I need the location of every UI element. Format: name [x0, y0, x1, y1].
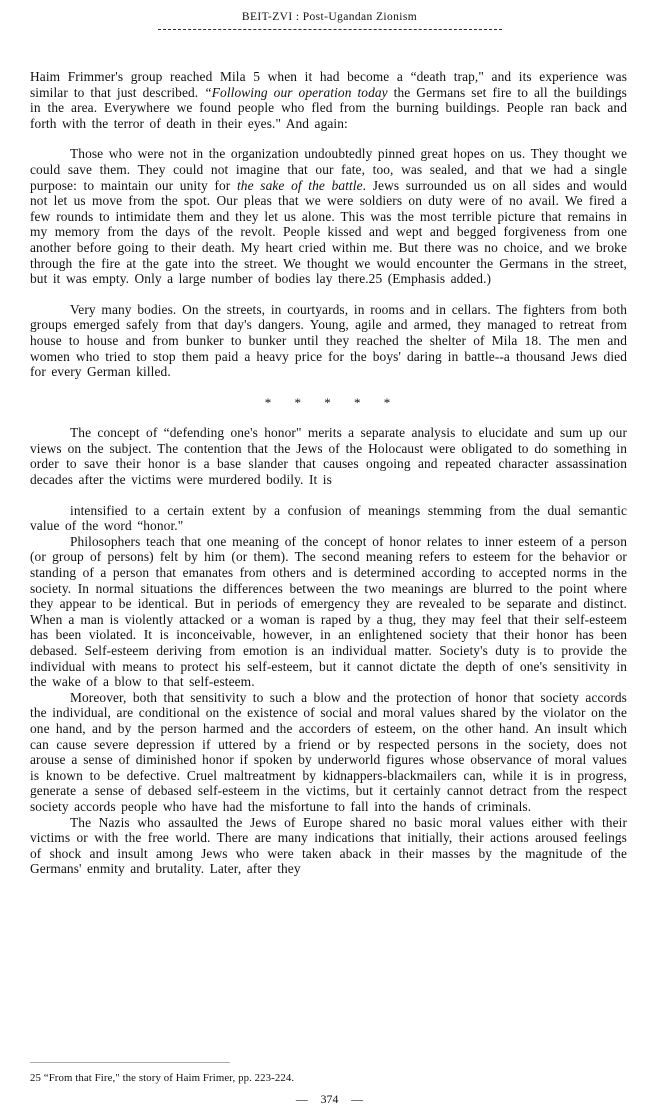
document-body [30, 69, 627, 877]
text-run: Moreover, both that sensitivity to such a blow and the protection of honor that society accords the individual, are conditional on the existence of social and moral values shared by the violator on the one hand, and by the person harmed and the accorders of esteem, on the other hand. An insult which can cause severe depression if uttered by a friend or by respected persons in the society, does not arouse a sense of diminished honor if spoken by underworld figures whose observance of moral values is known to be defective. Cruel maltreatment by kidnappers-blackmailers can, while it is in progress, generate a sense of debased self-esteem in the victims, but it certainly cannot detract from the respect society accords people who have had the misfortune to fall into the hands of criminals. [30, 689, 627, 814]
text-run: The Nazis who assaulted the Jews of Europe shared no basic moral values either with their victims or with the free world. There are many indications that initially, their actions aroused feelings of shock and insult among Jews who were taken aback in their masses by the magnitude of the Germans' enmity and brutality. Later, after they [30, 814, 627, 877]
paragraph-1 [30, 69, 627, 131]
paragraph-8 [30, 815, 627, 877]
section-separator [30, 395, 627, 411]
running-header: BEIT-ZVI : Post-Ugandan Zionism [241, 11, 418, 23]
text-run: Very many bodies. On the streets, in courtyards, in rooms and in cellars. The fighters from both groups emerged safely from that day's dangers. Young, agile and armed, they managed to retreat from house to house and from bunker to bunker until they reached the shelter of Mila 18. The men and women who tried to stop them paid a heavy price for the boys' daring in battle--a thousand Jews died for every German killed. [30, 301, 627, 380]
paragraph-5 [30, 503, 627, 534]
text-run: the Germans set fire to all the buildings in the area. Everywhere we found people who fled from the burning buildings. People ran back and forth with the terror of death in their eyes." And again: [30, 84, 627, 131]
text-run: * * * * * [264, 394, 393, 410]
text-run: Haim Frimmer's group reached Mila 5 when it had become a “death trap," and its experience was similar to that just described. [30, 69, 627, 100]
header-dashed-rule [158, 22, 502, 30]
footnote: 25 “From that Fire," the story of Haim Frimer, pp. 223-224. [30, 1072, 295, 1084]
text-run: The concept of “defending one's honor" merits a separate analysis to elucidate and sum up our views on the subject. The contention that the Jews of the Holocaust were obligated to do something in order to save their honor is a base slander that causes ongoing and repeated character assassination decades after the victims were murdered bodily. It is [30, 425, 627, 488]
emphasis-text: the sake of the battle [236, 177, 363, 193]
paragraph-7 [30, 690, 627, 815]
paragraph-4 [30, 425, 627, 487]
text-run: . Jews surrounded us on all sides and would not let us move from the spot. Our pleas that we were soldiers on duty were of no avail. We fired a few rounds to intimidate them and they let us alone. This was the most terrible picture that remains in my memory from the days of the revolt. People kissed and wept and begged forgiveness from one another before going to their death. My heart cried within me. But there was no choice, and we broke through the fire at the gate into the street. We thought we would encounter the Germans in the street, but it was empty. Only a large number of bodies lay there.25 (Emphasis added.) [30, 177, 628, 287]
paragraph-6 [30, 534, 627, 690]
emphasis-text: “Following our operation today [204, 84, 388, 100]
text-run: Those who were not in the organization undoubtedly pinned great hopes on us. They thought we could save them. They could not imagine that our fate, too, was sealed, and that we had a single purpose: to maintain our unity for [30, 146, 627, 193]
footnote-separator-rule [30, 1062, 230, 1063]
text-run: Philosophers teach that one meaning of the concept of honor relates to inner esteem of a person (or group of persons) felt by him (or them). The second meaning refers to esteem for the behavior or standing of a person that emanates from others and is determined according to accepted norms in the society. In normal situations the differences between the two meanings are blurred to the point where they appear to be identical. But in periods of emergency they are revealed to be separate and distinct. When a man is violently attacked or a woman is raped by a thug, they may feel that their self-esteem has been violated. It is inconceivable, however, in an enlightened society that their honor has been debased. Self-esteem deriving from emotion is an individual matter. Society's duty is to provide the individual with means to protect his self-esteem, but it cannot dictate the depth of one's sensitivity in the wake of a blow to that self-esteem. [30, 533, 627, 690]
paragraph-3 [30, 302, 627, 380]
paragraph-2-quote [30, 146, 627, 286]
text-run: intensified to a certain extent by a confusion of meanings stemming from the dual semantic value of the word “honor." [30, 502, 627, 534]
page-number: — 374 — [295, 1092, 364, 1106]
